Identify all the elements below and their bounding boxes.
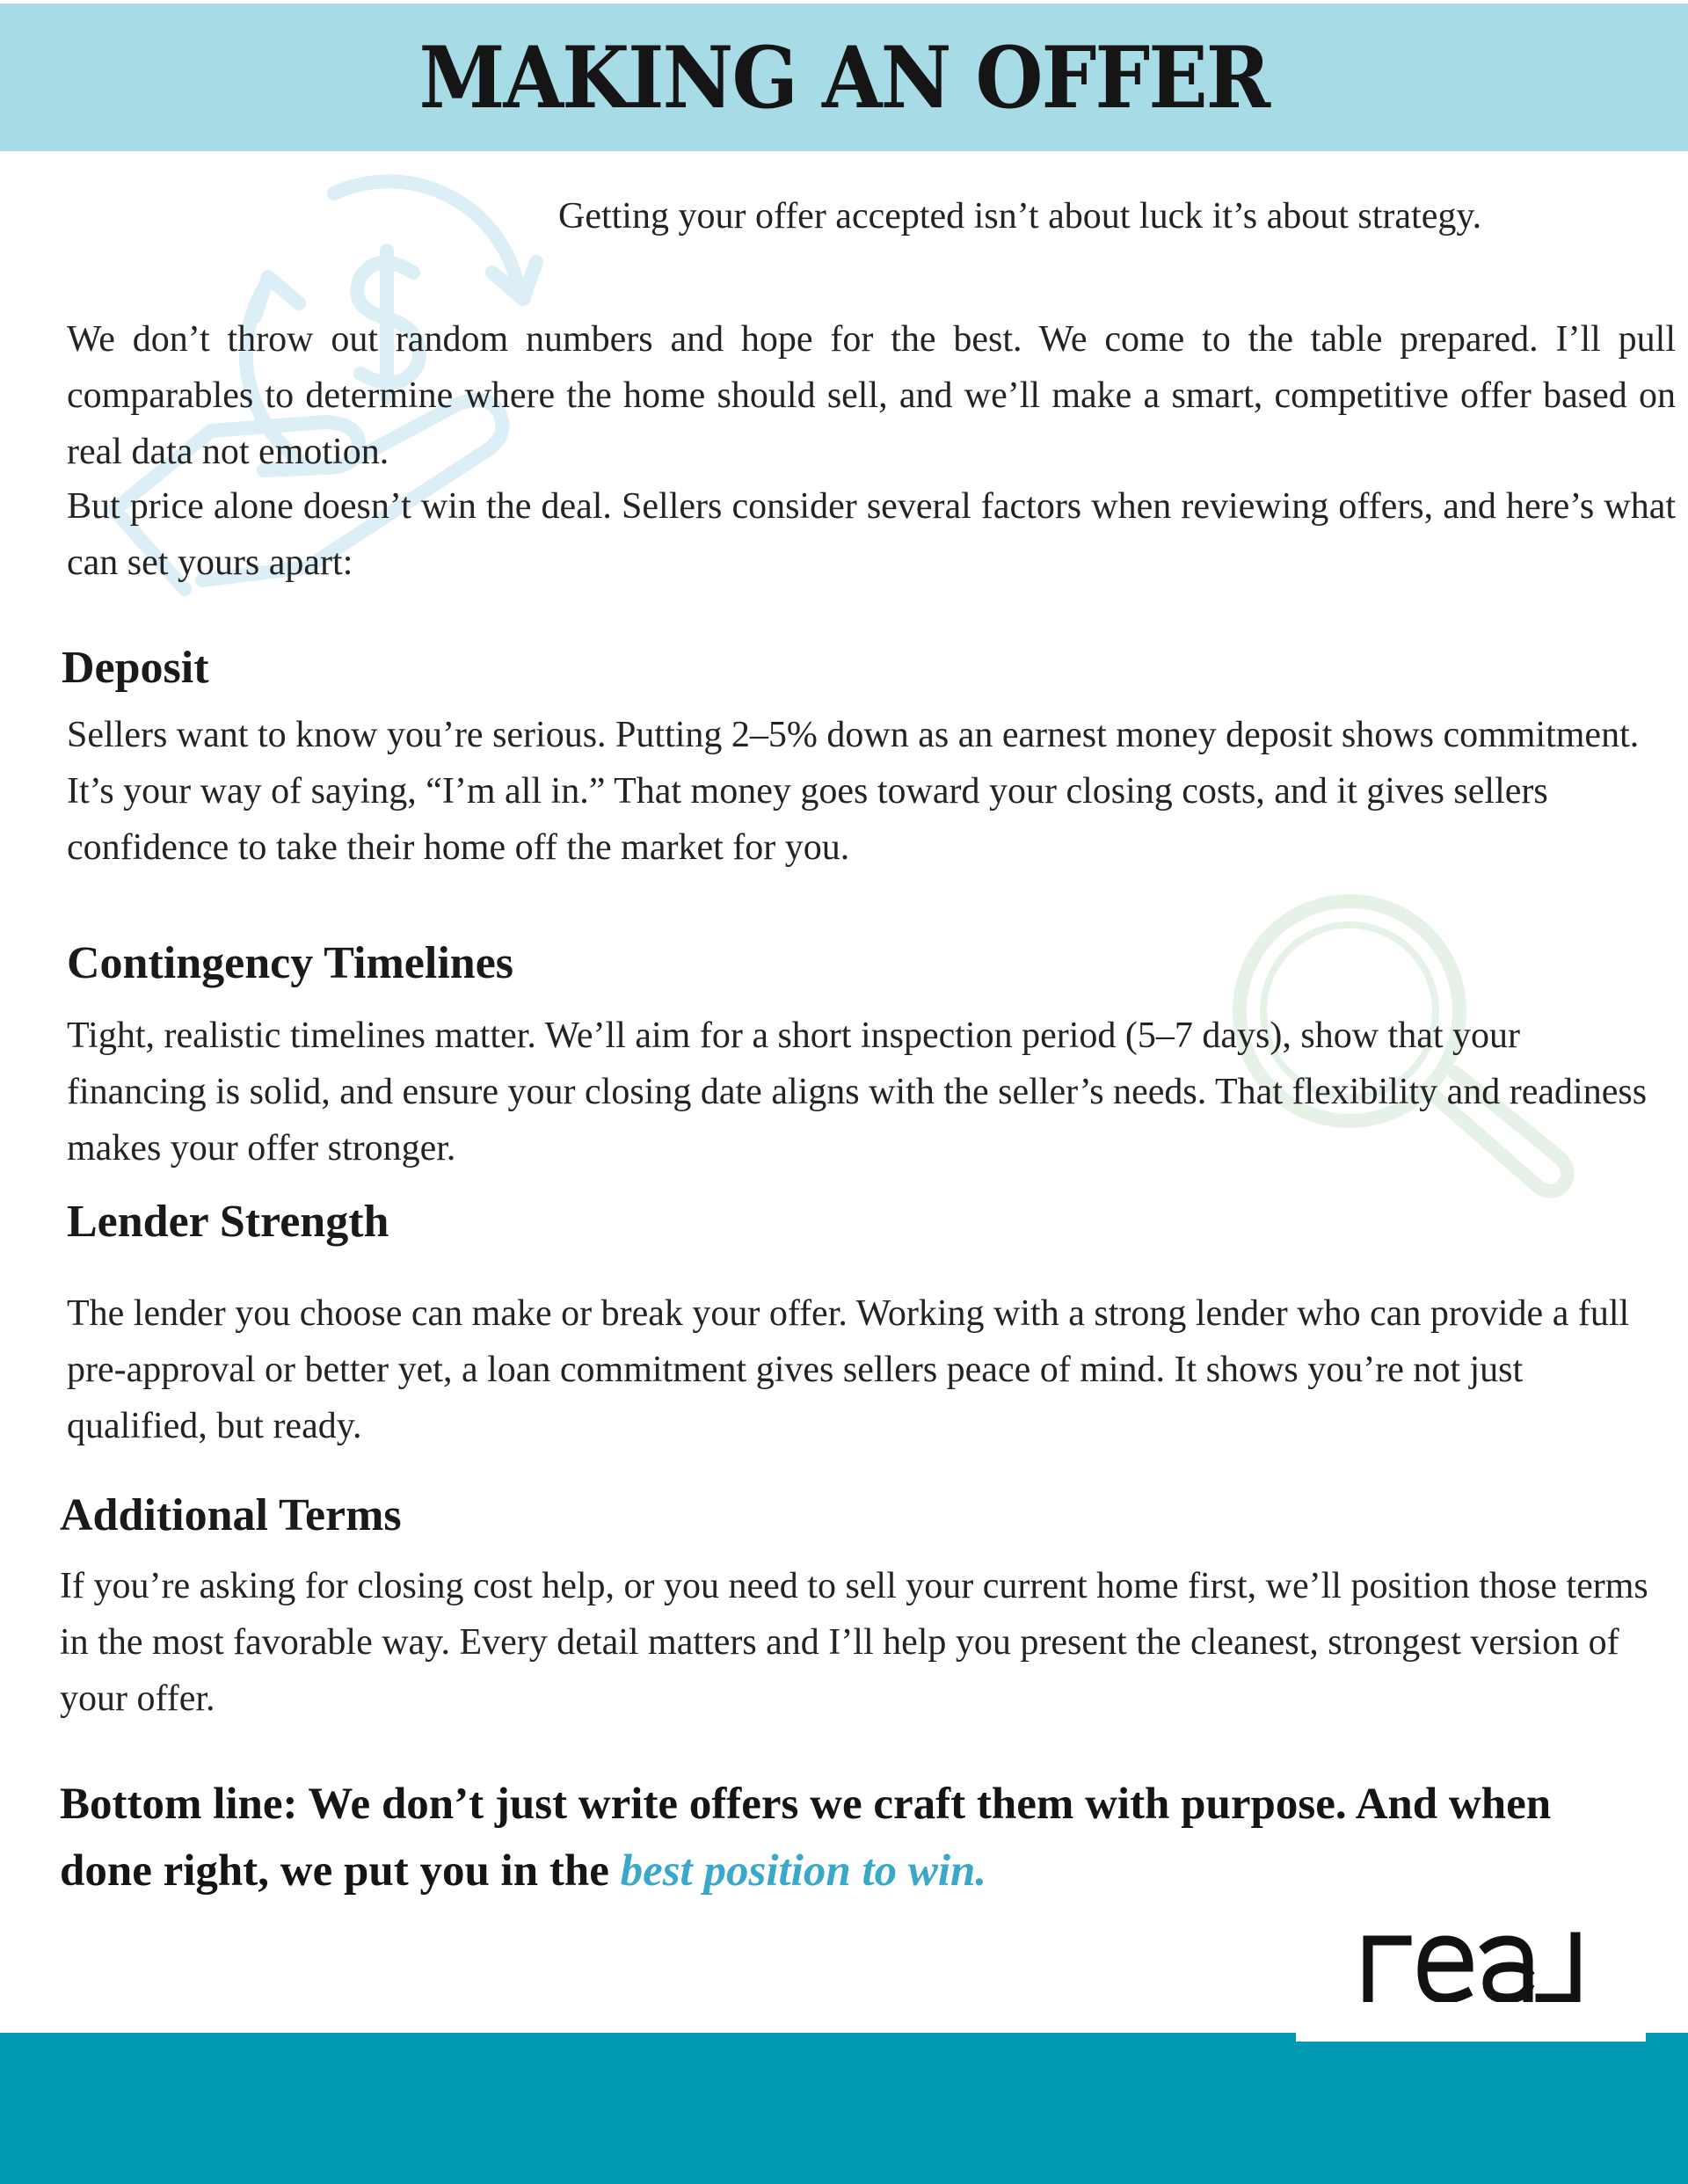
page-title: MAKING AN OFFER: [418, 27, 1270, 127]
intro-paragraph-2: But price alone doesn’t win the deal. Sellers consider several factors when reviewing offers, and here’s what can set yours apart:: [67, 486, 1676, 583]
section-body-deposit: Sellers want to know you’re serious. Putting 2–5% down as an earnest money deposit shows commitment. It’s your way of saying, “I’m all in.” That money goes toward your closing costs, and it gives sellers confidence to take their home off the market for you.: [67, 715, 1640, 868]
bottom-line-highlight: best position to win.: [620, 1846, 987, 1896]
footer-band: [0, 2033, 1688, 2184]
section-body-contingency: Tight, realistic timelines matter. We’ll aim for a short inspection period (5–7 days), show that your financing is solid, and ensure your closing date aligns with the seller’s needs. That flexibility and readiness makes your offer stronger.: [67, 1016, 1648, 1168]
real-logo-icon: [1361, 1928, 1581, 2002]
bottom-line: [60, 1771, 1642, 1904]
brand-logo: [1296, 1889, 1646, 2042]
section-heading-additional: Additional Terms: [60, 1490, 402, 1540]
section-heading-contingency: Contingency Timelines: [67, 938, 514, 988]
section-body-lender: The lender you choose can make or break your offer. Working with a strong lender who can provide a full pre-approval or better yet, a loan commitment gives sellers peace of mind. It shows you’re not just qualified, but ready.: [67, 1293, 1630, 1446]
bottom-line-text: Bottom line: We don’t just write offers we craft them with purpose. And when done right, we put you in the: [60, 1780, 1552, 1896]
intro-lead: Getting your offer accepted isn’t about luck it’s about strategy.: [558, 196, 1482, 237]
section-body-additional: If you’re asking for closing cost help, or you need to sell your current home first, we’ll position those terms in the most favorable way. Every detail matters and I’ll help you present the cleanest, strongest version of your offer.: [60, 1566, 1648, 1719]
section-heading-deposit: Deposit: [62, 643, 209, 693]
intro-paragraph-1: We don’t throw out random numbers and hope for the best. We come to the table prepared. I’ll pull comparables to determine where the home should sell, and we’ll make a smart, competitive offer based on real data not emotion.: [67, 319, 1676, 472]
section-heading-lender: Lender Strength: [67, 1197, 389, 1247]
